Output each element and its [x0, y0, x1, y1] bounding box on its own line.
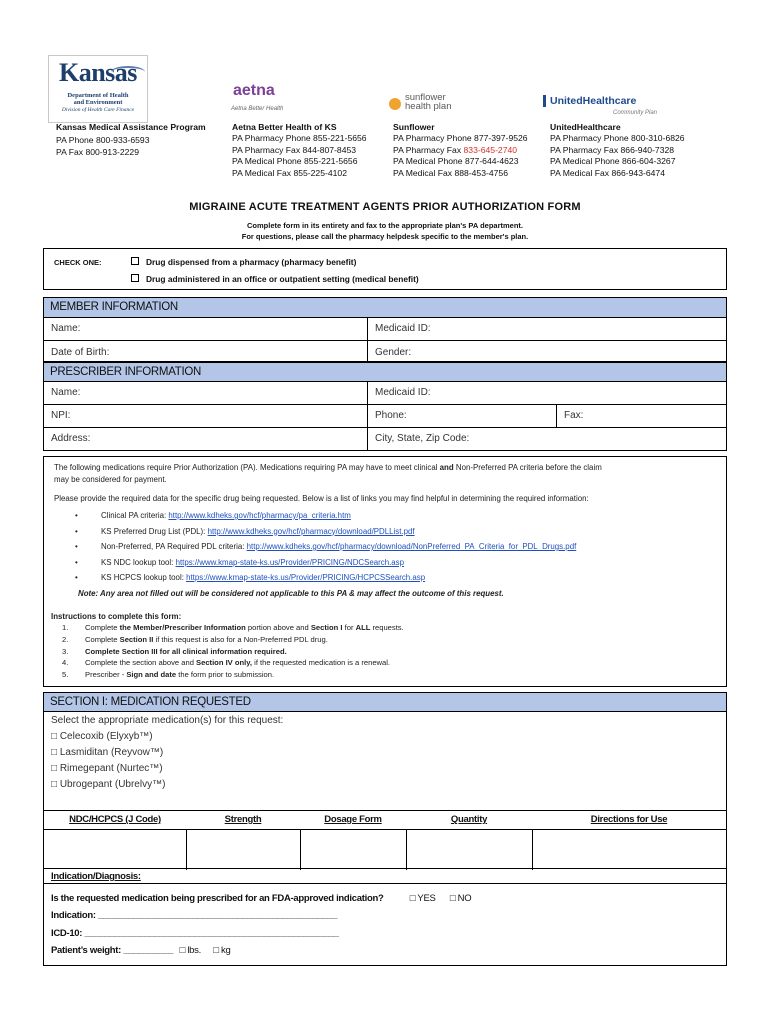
prescriber-fax-field[interactable]: Fax: — [556, 405, 726, 427]
plan-line: PA Medical Phone 877-644-4623 — [393, 156, 519, 167]
plan-name: Kansas Medical Assistance Program — [56, 122, 206, 132]
plan-line: PA Pharmacy Fax 844-807-8453 — [232, 144, 357, 155]
list-item: 3. Complete Section III for all clinical information required. — [62, 646, 287, 656]
plan-line: PA Pharmacy Phone 877-397-9526 — [393, 133, 528, 144]
list-item: • KS NDC lookup tool: https://www.kmap-state-ks.us/Provider/PRICING/NDCSearch.asp — [75, 557, 405, 567]
fda-approved-question: Is the requested medication being prescribed for an FDA-approved indication? □ YES □ NO — [51, 893, 472, 904]
instructions-list — [44, 623, 726, 682]
pharmacy-benefit-option[interactable] — [131, 257, 356, 267]
plan-line: PA Medical Fax 888-453-4756 — [393, 167, 508, 178]
plan-line: PA Pharmacy Fax — [393, 144, 464, 155]
medication-option-rimegepant[interactable]: □ Rimegepant (Nurtec™) — [51, 763, 163, 774]
plan-name: UnitedHealthcare — [550, 122, 621, 132]
medication-option-lasmiditan[interactable]: □ Lasmiditan (Reyvow™) — [51, 747, 164, 758]
column-header-directions: Directions for Use — [590, 814, 668, 825]
plan-line: PA Pharmacy Fax 866-940-7328 — [550, 144, 675, 155]
list-item: • Non-Preferred, PA Required PDL criteria: http://www.kdheks.gov/hcf/pharmacy/download/NonPreferred_PA_Criteria_for_PDL_Drugs.pdf — [75, 542, 577, 551]
sunflower-flower-icon — [389, 98, 401, 110]
plan-line: PA Fax 800-913-2229 — [56, 146, 139, 157]
medical-benefit-option[interactable] — [131, 274, 419, 284]
kansas-logo-line3: Division of Health Care Finance — [61, 107, 135, 113]
column-header-strength: Strength — [224, 814, 262, 825]
list-item: 1. Complete the Member/Prescriber Information portion above and Section I for ALL requests. — [62, 623, 404, 632]
plan-line: PA Medical Fax 866-943-6474 — [550, 167, 665, 178]
plan-name: Aetna Better Health of KS — [232, 122, 337, 132]
pdl-link[interactable]: http://www.kdheks.gov/hcf/pharmacy/download/PDLList.pdf — [207, 526, 415, 536]
fda-yes-option[interactable]: □ YES — [409, 893, 436, 904]
medication-option-ubrogepant[interactable]: □ Ubrogepant (Ubrelvy™) — [51, 779, 166, 790]
pharmacy-benefit-checkbox[interactable] — [131, 257, 139, 265]
sunflower-logo-line1: sunflower — [405, 92, 446, 103]
uhc-logo — [543, 95, 636, 107]
column-header-quantity: Quantity — [450, 814, 488, 825]
kansas-logo-swoosh-icon — [111, 66, 145, 78]
member-info-header: MEMBER INFORMATION — [44, 298, 726, 318]
fda-no-option[interactable]: □ NO — [449, 893, 472, 904]
list-item: • Clinical PA criteria: http://www.kdheks.gov/hcf/pharmacy/pa_criteria.htm — [75, 511, 351, 520]
list-item: 4. Complete the section above and Section IV only, if the requested medication is a renewal. — [62, 658, 391, 668]
prescriber-name-field[interactable]: Name: — [51, 387, 81, 398]
medication-list — [51, 713, 283, 793]
pharmacy-benefit-label: Drug dispensed from a pharmacy (pharmacy benefit) — [146, 257, 357, 267]
plan-line: PA Medical Phone 866-604-3267 — [550, 156, 676, 167]
member-dob-field[interactable]: Date of Birth: — [51, 347, 110, 358]
uhc-mark-icon — [543, 95, 546, 107]
kansas-logo-line2: and Environment — [73, 99, 123, 106]
aetna-logo: aetna — [233, 82, 275, 99]
dosage-form-cell[interactable] — [300, 829, 407, 870]
medication-prompt: Select the appropriate medication(s) for this request: — [51, 715, 284, 726]
prescriber-info-header: PRESCRIBER INFORMATION — [44, 362, 726, 382]
medication-detail-table — [44, 810, 726, 869]
sunflower-logo-line2: health plan — [405, 101, 452, 112]
sunflower-fax-highlight: 833-645-2740 — [463, 144, 518, 155]
plan-kmap — [56, 122, 206, 158]
weight-lbs-option[interactable]: □ lbs. — [179, 945, 201, 956]
plan-line: PA Medical Phone 855-221-5656 — [232, 156, 358, 167]
ndc-cell[interactable] — [44, 829, 186, 870]
check-one-label: CHECK ONE: — [54, 258, 102, 267]
form-subtitle — [0, 220, 770, 242]
hcpcs-lookup-link[interactable]: https://www.kmap-state-ks.us/Provider/PRICING/HCPCSSearch.asp — [186, 573, 426, 582]
list-item: • KS Preferred Drug List (PDL): http://www.kdheks.gov/hcf/pharmacy/download/PDLList.pdf — [75, 526, 415, 536]
prescriber-city-state-zip-field[interactable]: City, State, Zip Code: — [367, 428, 726, 450]
section-1-header: SECTION I: MEDICATION REQUESTED — [44, 693, 726, 712]
note-text: Note: Any area not filled out will be considered not applicable to this PA & may affect the outcome of this request. — [78, 589, 504, 598]
directions-cell[interactable] — [532, 829, 726, 870]
member-gender-field[interactable]: Gender: — [367, 341, 726, 361]
ndc-lookup-link[interactable]: https://www.kmap-state-ks.us/Provider/PRICING/NDCSearch.asp — [175, 557, 405, 567]
kansas-logo-word: Kansas — [59, 58, 137, 87]
kansas-logo-line1: Department of Health — [67, 92, 129, 99]
column-header-dosage-form: Dosage Form — [324, 814, 382, 825]
member-prescriber-grid — [43, 297, 727, 451]
plan-sunflower — [393, 122, 528, 179]
plan-line: PA Pharmacy Phone 800-310-6826 — [550, 133, 685, 144]
prescriber-phone-field[interactable]: Phone: — [367, 405, 556, 427]
prescriber-npi-field[interactable]: NPI: — [51, 410, 71, 421]
column-header-ndc: NDC/HCPCS (J Code) — [69, 814, 161, 825]
member-name-field[interactable]: Name: — [51, 323, 81, 334]
patient-weight-input[interactable]: Patient’s weight: __________ — [51, 945, 174, 956]
plan-line: PA Medical Fax 855-225-4102 — [232, 167, 347, 178]
subtitle-line2: For questions, please call the pharmacy helpdesk specific to the member's plan. — [241, 232, 529, 241]
section-1-medication-requested — [43, 692, 727, 966]
strength-cell[interactable] — [186, 829, 301, 870]
subtitle-line1: Complete form in its entirety and fax to the appropriate plan's PA department. — [247, 221, 523, 230]
links-intro: Please provide the required data for the specific drug being requested. Below is a list of links you may find helpful in determining the required information: — [54, 494, 589, 503]
patient-weight-field — [51, 945, 230, 956]
instructions-box — [43, 456, 727, 687]
medical-benefit-label: Drug administered in an office or outpatient setting (medical benefit) — [146, 274, 419, 284]
plan-name: Sunflower — [393, 122, 435, 132]
indication-field[interactable]: Indication: ________________________________________________ — [51, 910, 338, 921]
plan-line: PA Pharmacy Phone 855-221-5656 — [232, 133, 367, 144]
uhc-logo-word: UnitedHealthcare — [550, 95, 637, 107]
uhc-logo-tag: Community Plan — [613, 110, 658, 116]
instructions-heading: Instructions to complete this form: — [51, 612, 182, 621]
list-item: 2. Complete Section II if this request is also for a Non-Preferred PDL drug. — [62, 634, 328, 644]
plan-aetna — [232, 122, 367, 179]
medication-option-celecoxib[interactable]: □ Celecoxib (Elyxyb™) — [51, 731, 153, 742]
medical-benefit-checkbox[interactable] — [131, 274, 139, 282]
member-medicaid-id-field[interactable]: Medicaid ID: — [367, 318, 726, 340]
prescriber-medicaid-id-field[interactable]: Medicaid ID: — [367, 382, 726, 404]
aetna-logo-tag: Aetna Better Health — [231, 106, 284, 112]
quantity-cell[interactable] — [406, 829, 533, 870]
links-list — [44, 511, 726, 589]
check-one-box — [43, 248, 727, 290]
nonpreferred-criteria-link[interactable]: http://www.kdheks.gov/hcf/pharmacy/download/NonPreferred_PA_Criteria_for_PDL_Drugs.pdf — [246, 542, 577, 551]
plan-uhc — [550, 122, 685, 179]
list-item: • KS HCPCS lookup tool: https://www.kmap-state-ks.us/Provider/PRICING/HCPCSSearch.asp — [75, 573, 426, 582]
icd10-field[interactable]: ICD-10: ___________________________________________________ — [51, 928, 339, 939]
list-item: 5. Prescriber - Sign and date the form prior to submission. — [62, 670, 275, 680]
kansas-kdhe-logo — [48, 55, 148, 123]
pa-requirement-paragraph: The following medications require Prior Authorization (PA). Medications requiring PA may have to meet clinical and Non-Preferred PA criteria before the claim may be considered for payment. — [54, 463, 602, 484]
weight-kg-option[interactable]: □ kg — [213, 945, 231, 956]
form-title: MIGRAINE ACUTE TREATMENT AGENTS PRIOR AUTHORIZATION FORM — [189, 201, 581, 213]
prescriber-address-field[interactable]: Address: — [51, 433, 91, 444]
pa-criteria-link[interactable]: http://www.kdheks.gov/hcf/pharmacy/pa_criteria.htm — [168, 511, 351, 520]
plan-line: PA Phone 800-933-6593 — [56, 135, 150, 146]
indication-diagnosis-header: Indication/Diagnosis: — [44, 868, 726, 884]
